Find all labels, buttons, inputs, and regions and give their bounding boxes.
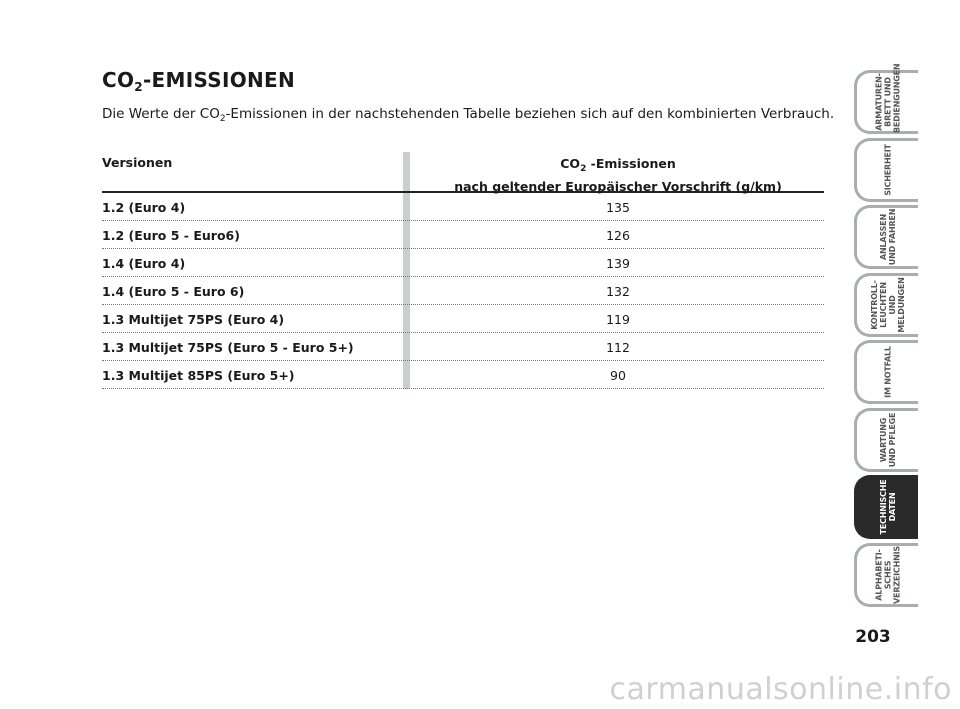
chapter-tab[interactable] <box>854 63 918 134</box>
chapter-tab-label: KONTROLL- LEUCHTEN UND MELDUNGEN <box>869 276 906 333</box>
chapter-tab[interactable] <box>854 340 918 404</box>
version-cell: 1.3 Multijet 75PS (Euro 4) <box>102 312 285 327</box>
chapter-tab-label: TECHNISCHE DATEN <box>878 479 897 535</box>
page-number: 203 <box>855 627 891 647</box>
table-row <box>102 333 824 361</box>
version-cell: 1.2 (Euro 5 - Euro6) <box>102 228 240 243</box>
table-row <box>102 305 824 333</box>
chapter-tab-label: IM NOTFALL <box>883 346 892 398</box>
chapter-tab[interactable] <box>854 475 918 539</box>
emission-value-cell: 126 <box>606 228 630 243</box>
chapter-tab[interactable] <box>854 273 918 337</box>
chapter-tab-label: ALPHABETI- SCHES VERZEICHNIS <box>874 545 901 604</box>
version-cell: 1.2 (Euro 4) <box>102 200 186 215</box>
table-row <box>102 193 824 221</box>
version-cell: 1.3 Multijet 85PS (Euro 5+) <box>102 368 295 383</box>
table-row <box>102 361 824 389</box>
emission-value-cell: 112 <box>606 340 630 355</box>
emissions-table <box>102 152 824 389</box>
chapter-tab-label: WARTUNG UND PFLEGE <box>878 412 897 467</box>
chapter-tab-label: ANLASSEN UND FAHREN <box>878 208 897 266</box>
table-row <box>102 249 824 277</box>
header-versions: Versionen <box>102 155 173 170</box>
intro-text: Die Werte der $CO_2$-Emissionen in der nachstehenden Tabelle beziehen sich auf den kombinierten Verbrauch. <box>102 106 835 124</box>
chapter-tab[interactable] <box>854 205 918 269</box>
version-cell: 1.3 Multijet 75PS (Euro 5 - Euro 5+) <box>102 340 354 355</box>
emission-value-cell: 139 <box>606 256 630 271</box>
version-cell: 1.4 (Euro 5 - Euro 6) <box>102 284 245 299</box>
section-heading: $CO_2$-EMISSIONEN <box>102 68 296 94</box>
chapter-tab-label: SICHERHEIT <box>883 143 892 196</box>
chapter-tab[interactable] <box>854 543 918 607</box>
emission-value-cell: 132 <box>606 284 630 299</box>
emission-value-cell: 119 <box>606 312 630 327</box>
chapter-tab[interactable] <box>854 408 918 472</box>
table-row <box>102 221 824 249</box>
table-row <box>102 277 824 305</box>
chapter-tab-label: ARMATUREN- BRETT UND BEDIENGUNGEN <box>874 63 901 133</box>
header-emissions: $CO_2$ -Emissionen nach geltender Europäischer Vorschrift (g/km) <box>454 156 782 194</box>
table-header <box>102 152 824 193</box>
version-cell: 1.4 (Euro 4) <box>102 256 186 271</box>
watermark: carmanualsonline.info <box>609 672 952 707</box>
chapter-tab[interactable] <box>854 138 918 202</box>
emission-value-cell: 90 <box>610 368 626 383</box>
emission-value-cell: 135 <box>606 200 630 215</box>
